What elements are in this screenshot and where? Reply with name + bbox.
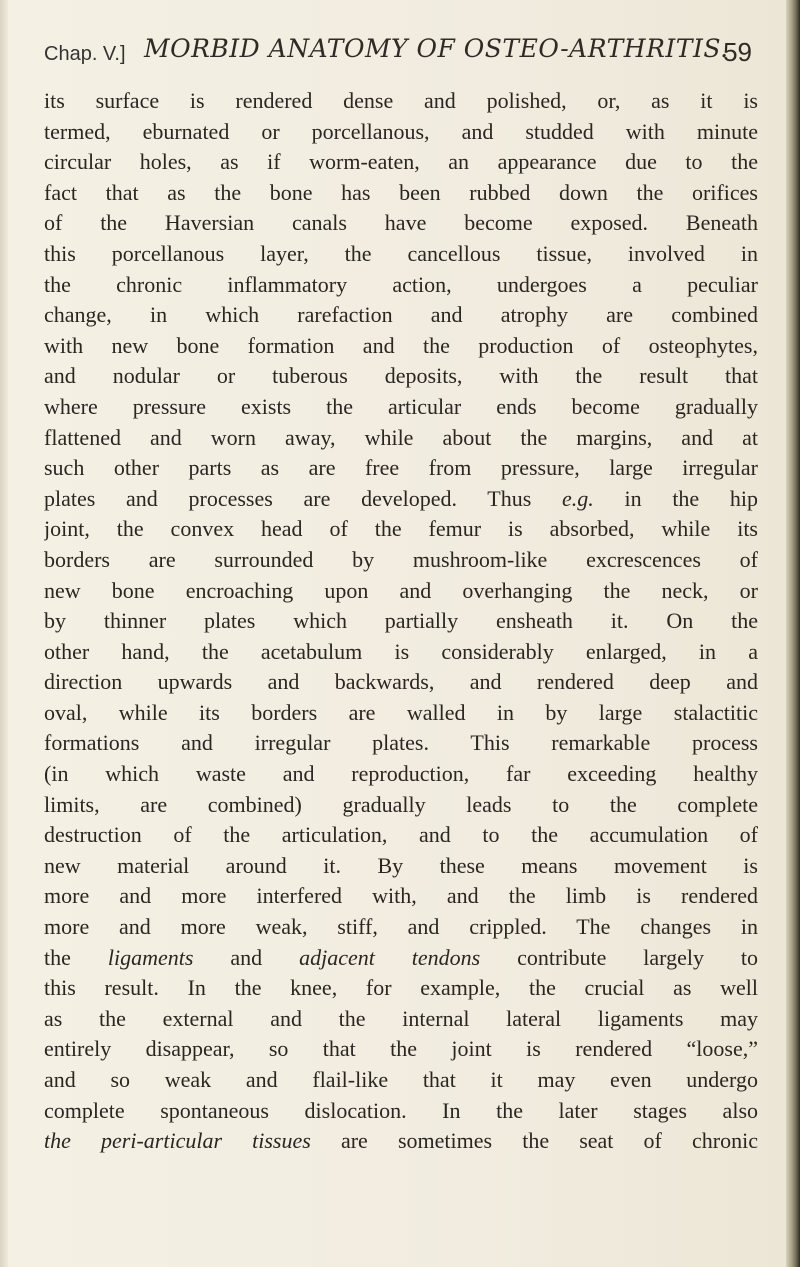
text-line: oval, while its borders are walled in by large stalactitic — [44, 699, 758, 725]
text-line: fact that as the bone has been rubbed down the orifices — [44, 179, 758, 205]
text-line: other hand, the acetabulum is considerably enlarged, in a — [44, 638, 758, 664]
text-line: destruction of the articulation, and to the accumulation of — [44, 822, 758, 848]
text-line: entirely disappear, so that the joint is rendered “loose,” — [44, 1036, 758, 1062]
text-line: the chronic inflammatory action, undergoes a peculiar — [44, 271, 758, 297]
body-text — [44, 86, 758, 1157]
text-line: termed, eburnated or porcellanous, and studded with minute — [44, 118, 758, 144]
text-fragment: are sometimes the seat of chronic — [340, 1128, 758, 1154]
text-line: joint, the convex head of the femur is absorbed, while its — [44, 516, 758, 542]
text-line: complete spontaneous dislocation. In the later stages also — [44, 1097, 758, 1123]
text-line: by thinner plates which partially ensheath it. On the — [44, 608, 758, 634]
italic-fragment: the peri-articular tissues — [44, 1128, 311, 1154]
text-line: direction upwards and backwards, and rendered deep and — [44, 669, 758, 695]
running-header — [44, 34, 756, 74]
text-line: this porcellanous layer, the cancellous tissue, involved in — [44, 240, 758, 266]
page-edge-shadow — [786, 0, 800, 1267]
page-gutter — [0, 0, 8, 1267]
text-line: new material around it. By these means movement is — [44, 852, 758, 878]
italic-fragment: ligaments — [107, 944, 194, 970]
text-line: limits, are combined) gradually leads to the complete — [44, 791, 758, 817]
running-title: MORBID ANATOMY OF OSTEO-ARTHRITIS. — [144, 34, 729, 63]
text-line: and so weak and flail-like that it may even undergo — [44, 1067, 758, 1092]
text-line: where pressure exists the articular ends become gradually — [44, 393, 758, 419]
italic-fragment: adjacent tendons — [299, 944, 481, 970]
text-fragment: the — [44, 944, 71, 970]
text-fragment: in the hip — [624, 485, 758, 511]
text-line: this result. In the knee, for example, the crucial as well — [44, 975, 758, 1001]
text-line: new bone encroaching upon and overhanging the neck, or — [44, 577, 758, 603]
italic-fragment: e.g. — [562, 485, 594, 511]
text-line: with new bone formation and the production of osteophytes, — [44, 332, 758, 358]
text-line: its surface is rendered dense and polished, or, as it is — [44, 88, 758, 113]
text-line: flattened and worn away, while about the margins, and at — [44, 424, 758, 450]
text-line: and nodular or tuberous deposits, with the result that — [44, 363, 758, 389]
text-line: more and more weak, stiff, and crippled. The changes in — [44, 914, 758, 940]
text-line: circular holes, as if worm-eaten, an appearance due to the — [44, 149, 758, 175]
text-line: borders are surrounded by mushroom-like excrescences of — [44, 546, 758, 572]
text-line: such other parts as are free from pressure, large irregular — [44, 455, 758, 481]
text-line: as the external and the internal lateral ligaments may — [44, 1005, 758, 1031]
text-fragment: plates and processes are developed. Thus — [44, 485, 532, 511]
page-number: 59 — [723, 37, 752, 67]
text-line: (in which waste and reproduction, far exceeding healthy — [44, 761, 758, 787]
text-line: formations and irregular plates. This remarkable process — [44, 730, 758, 756]
text-line: more and more interfered with, and the limb is rendered — [44, 883, 758, 909]
text-line: of the Haversian canals have become exposed. Beneath — [44, 210, 758, 236]
text-line: change, in which rarefaction and atrophy are combined — [44, 302, 758, 328]
text-line — [44, 484, 758, 515]
text-fragment: contribute largely to — [517, 944, 758, 970]
text-line — [44, 1126, 758, 1157]
text-fragment: and — [230, 944, 263, 970]
text-line — [44, 943, 758, 974]
chapter-label: Chap. V.] — [44, 43, 126, 65]
